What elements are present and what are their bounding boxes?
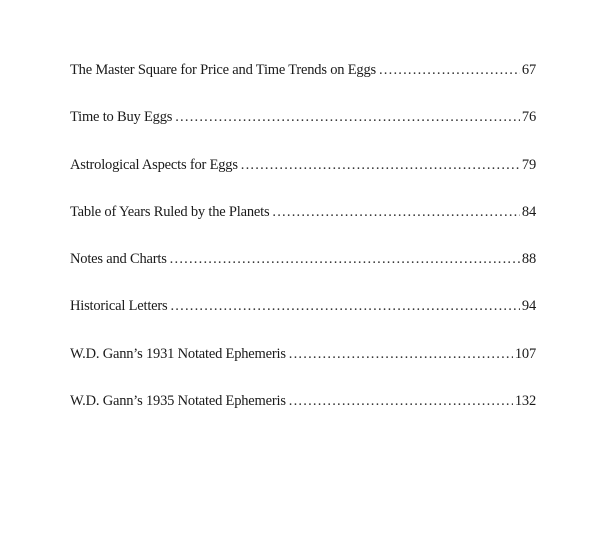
dot-leader xyxy=(175,109,520,126)
toc-entry-page: 132 xyxy=(514,393,536,410)
toc-entry-title: W.D. Gann’s 1931 Notated Ephemeris xyxy=(70,345,286,362)
dot-leader xyxy=(272,204,520,221)
toc-entry-title: Astrological Aspects for Eggs xyxy=(70,156,238,173)
toc-entry-title: W.D. Gann’s 1935 Notated Ephemeris xyxy=(70,393,286,410)
toc-entry[interactable] xyxy=(70,393,536,440)
toc-entry[interactable] xyxy=(70,346,536,393)
toc-entry[interactable] xyxy=(70,298,536,345)
dot-leader xyxy=(170,298,519,315)
toc-entry-title: The Master Square for Price and Time Trends on Eggs xyxy=(70,62,376,78)
toc-entry-page: 107 xyxy=(514,345,536,362)
toc-entry-page: 76 xyxy=(521,109,536,126)
toc-entry-page: 94 xyxy=(521,298,536,315)
toc-entry[interactable] xyxy=(70,109,536,156)
toc-entry[interactable] xyxy=(70,62,536,109)
toc-entry[interactable] xyxy=(70,251,536,298)
toc-entry-title: Table of Years Ruled by the Planets xyxy=(70,203,270,220)
toc-entry[interactable] xyxy=(70,204,536,251)
dot-leader xyxy=(289,393,513,410)
toc-entry-page: 88 xyxy=(521,251,536,268)
dot-leader xyxy=(289,346,513,363)
toc-entry-title: Notes and Charts xyxy=(70,251,167,268)
toc-entry-title: Time to Buy Eggs xyxy=(70,109,173,126)
toc-entry-title: Historical Letters xyxy=(70,298,168,315)
dot-leader xyxy=(170,251,520,268)
table-of-contents xyxy=(70,62,536,440)
dot-leader xyxy=(241,157,520,174)
dot-leader xyxy=(379,62,520,79)
toc-entry-page: 84 xyxy=(521,203,536,220)
toc-entry[interactable] xyxy=(70,157,536,204)
toc-entry-page: 79 xyxy=(521,156,536,173)
toc-entry-page: 67 xyxy=(521,62,536,78)
